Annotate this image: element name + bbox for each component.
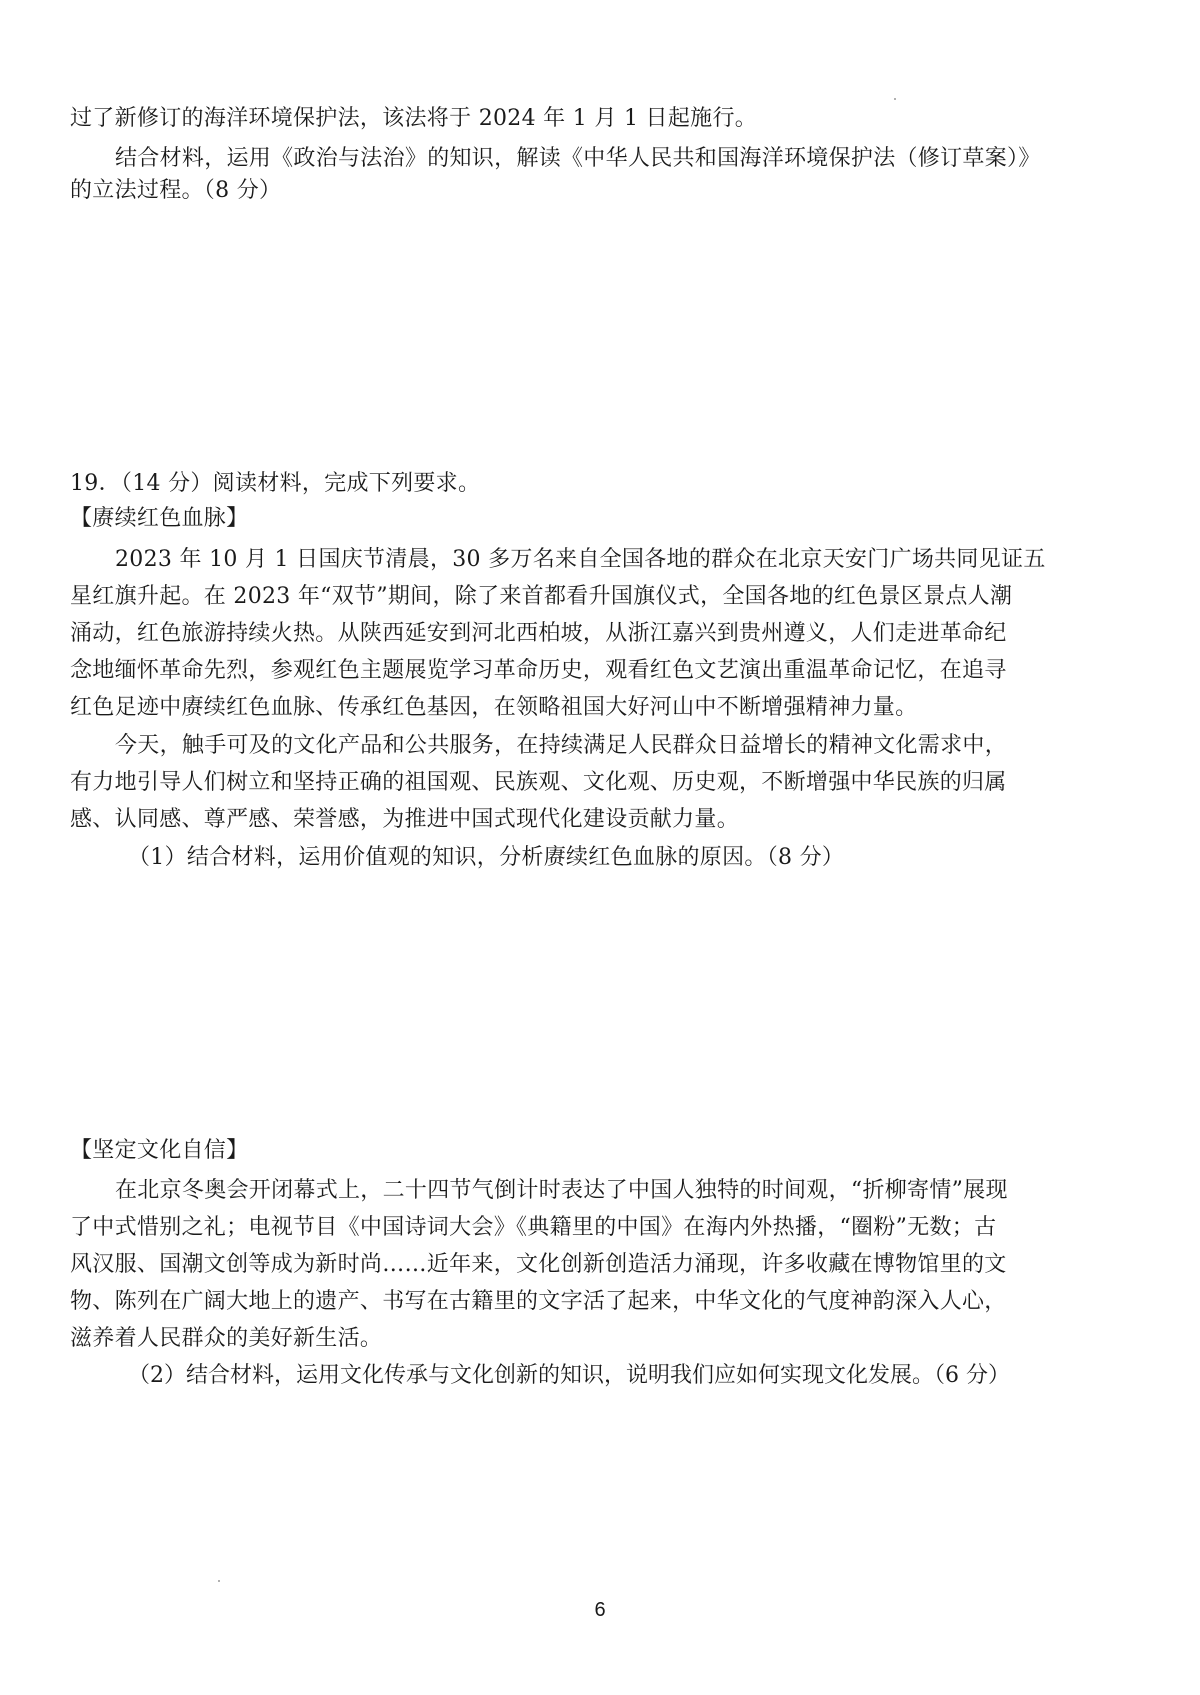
paragraph-line: 感、认同感、尊严感、荣誉感，为推进中国式现代化建设贡献力量。: [70, 807, 740, 832]
page-number: 6: [594, 1599, 606, 1621]
paragraph-line: 风汉服、国潮文创等成为新时尚……近年来，文化创新创造活力涌现，许多收藏在博物馆里的文: [70, 1252, 1007, 1277]
paragraph-line: 红色足迹中赓续红色血脉、传承红色基因，在领略祖国大好河山中不断增强精神力量。: [70, 695, 918, 720]
question-18-prompt-line1: 结合材料，运用《政治与法治》的知识，解读《中华人民共和国海洋环境保护法（修订草案）》: [115, 146, 1041, 171]
question-18-prompt-line2: 的立法过程。（8 分）: [70, 178, 282, 203]
scan-speck: [894, 98, 896, 100]
paragraph-line: 今天，触手可及的文化产品和公共服务，在持续满足人民群众日益增长的精神文化需求中，: [115, 733, 1008, 758]
section-title-cultural-confidence: 【坚定文化自信】: [70, 1138, 249, 1163]
paragraph-line: 物、陈列在广阔大地上的遗产、书写在古籍里的文字活了起来，中华文化的气度神韵深入人心，: [70, 1289, 1007, 1314]
paragraph-line: 了中式惜别之礼；电视节目《中国诗词大会》《典籍里的中国》在海内外热播，“圈粉”无数；古: [70, 1215, 997, 1240]
material-closing-line: 过了新修订的海洋环境保护法，该法将于 2024 年 1 月 1 日起施行。: [70, 106, 758, 131]
paragraph-line: 涌动，红色旅游持续火热。从陕西延安到河北西柏坡，从浙江嘉兴到贵州遵义，人们走进革命纪: [70, 621, 1007, 646]
paragraph-line: 念地缅怀革命先烈，参观红色主题展览学习革命历史，观看红色文艺演出重温革命记忆，在追寻: [70, 658, 1007, 683]
scan-speck: [218, 1580, 220, 1582]
paragraph-line: 有力地引导人们树立和坚持正确的祖国观、民族观、文化观、历史观，不断增强中华民族的归属: [70, 770, 1007, 795]
paragraph-line: 星红旗升起。在 2023 年“双节”期间，除了来首都看升国旗仪式，全国各地的红色景区景点人潮: [70, 584, 1013, 609]
paragraph-line: 2023 年 10 月 1 日国庆节清晨，30 多万名来自全国各地的群众在北京天安门广场共同见证五: [115, 547, 1046, 572]
sub-question-2: （2）结合材料，运用文化传承与文化创新的知识，说明我们应如何实现文化发展。（6 分）: [128, 1363, 1010, 1388]
question-19-header: 19．（14 分）阅读材料，完成下列要求。: [70, 471, 481, 496]
paragraph-line: 在北京冬奥会开闭幕式上，二十四节气倒计时表达了中国人独特的时间观，“折柳寄情”展现: [115, 1178, 1008, 1203]
section-title-red-bloodline: 【赓续红色血脉】: [70, 506, 249, 531]
sub-question-1: （1）结合材料，运用价值观的知识，分析赓续红色血脉的原因。（8 分）: [128, 845, 845, 870]
paragraph-line: 滋养着人民群众的美好新生活。: [70, 1326, 383, 1351]
